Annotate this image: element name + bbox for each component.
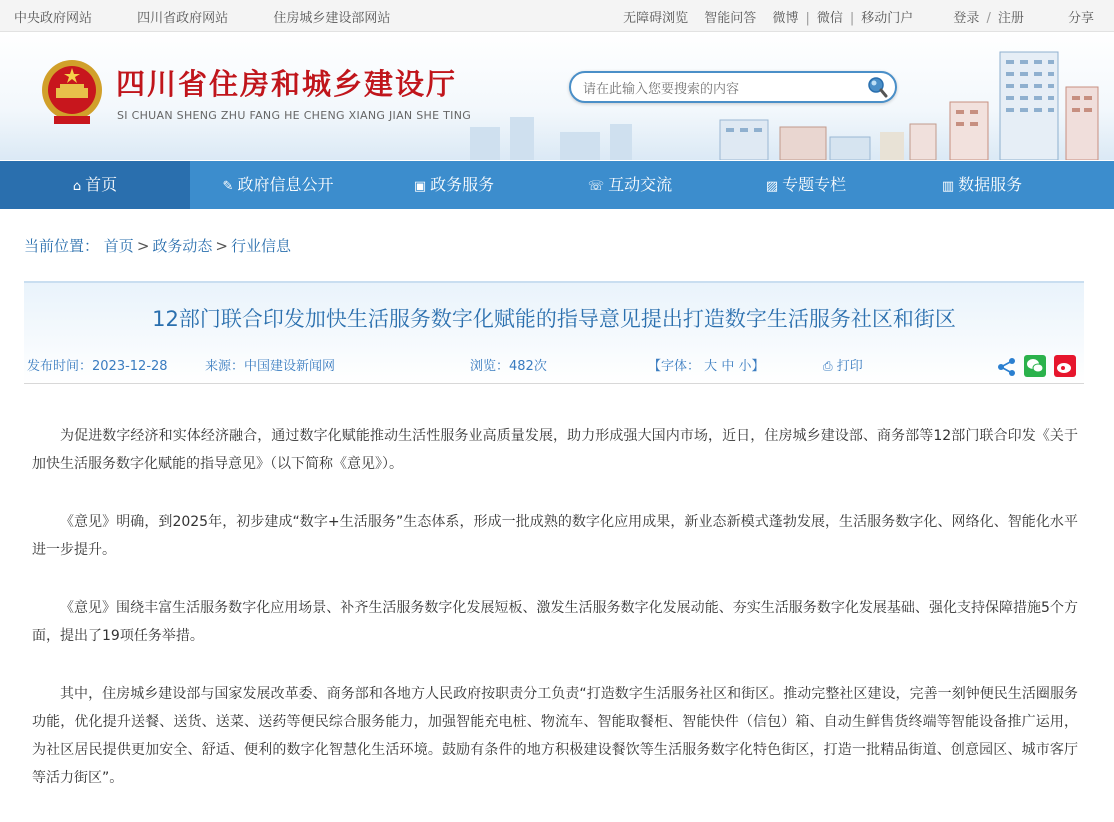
- main-nav: [0, 161, 1114, 209]
- article-paragraph: 为促进数字经济和实体经济融合，通过数字化赋能推动生活性服务业高质量发展，助力形成强大国内市场，近日，住房城乡建设部、商务部等12部门联合印发《关于加快生活服务数字化赋能的指导意见》（以下简称《意见》）。: [32, 428, 1078, 472]
- printer-icon: ⎙: [823, 359, 833, 373]
- breadcrumb-separator: >: [136, 237, 150, 255]
- article-header: [24, 281, 1084, 384]
- link-sichuan-gov[interactable]: 四川省政府网站: [137, 11, 229, 26]
- divider: |: [849, 11, 855, 26]
- print-label: 打印: [836, 359, 863, 374]
- nav-label: 专题专栏: [782, 175, 847, 194]
- font-label-end: 】: [751, 359, 765, 374]
- link-wechat[interactable]: 微信: [816, 11, 843, 26]
- link-mohurd[interactable]: 住房城乡建设部网站: [273, 11, 391, 26]
- interaction-icon: ☏: [587, 179, 605, 194]
- breadcrumb: [24, 235, 291, 256]
- link-accessibility[interactable]: 无障碍浏览: [623, 11, 689, 26]
- service-icon: ▣: [413, 179, 427, 194]
- breadcrumb-home[interactable]: 首页: [103, 237, 134, 255]
- nav-data-service[interactable]: [894, 161, 1070, 209]
- nav-home[interactable]: [0, 161, 190, 209]
- article-paragraph: 《意见》围绕丰富生活服务数字化应用场景、补齐生活服务数字化发展短板、激发生活服务数字化发展动能、夯实生活服务数字化发展基础、强化支持保障措施5个方面，提出了19项任务举措。: [32, 600, 1078, 644]
- nav-interaction[interactable]: [542, 161, 718, 209]
- view-count: [470, 355, 547, 374]
- publish-date: 2023-12-28: [92, 359, 168, 374]
- divider: /: [986, 11, 991, 26]
- article-body: [32, 422, 1078, 822]
- font-size-control: [648, 355, 765, 374]
- font-medium-button[interactable]: 中: [721, 359, 735, 374]
- link-mobile[interactable]: 移动门户: [861, 11, 914, 26]
- publish-label: 发布时间：: [27, 359, 93, 374]
- font-label: 【字体：: [648, 359, 701, 374]
- picture-icon: ▨: [765, 179, 779, 194]
- share-icon[interactable]: [997, 357, 1017, 377]
- site-subtitle: SI CHUAN SHENG ZHU FANG HE CHENG XIANG JIAN SHE TING: [117, 109, 472, 122]
- nav-gov-info[interactable]: [190, 161, 366, 209]
- article-paragraph: 《意见》明确，到2025年，初步建成“数字+生活服务”生态体系，形成一批成熟的数字化应用成果，新业态新模式蓬勃发展，生活服务数字化、网络化、智能化水平进一步提升。: [32, 514, 1078, 558]
- font-small-button[interactable]: 小: [738, 359, 752, 374]
- print-button[interactable]: [823, 355, 863, 374]
- source-value: 中国建设新闻网: [244, 359, 336, 374]
- utility-links: [623, 7, 1114, 26]
- nav-label: 首页: [85, 175, 118, 194]
- article-title: 12部门联合印发加快生活服务数字化赋能的指导意见提出打造数字生活服务社区和街区: [152, 307, 956, 331]
- search-icon[interactable]: [865, 75, 889, 99]
- national-emblem-icon: [40, 58, 104, 126]
- gov-links: [14, 7, 431, 26]
- link-share[interactable]: 分享: [1067, 11, 1094, 26]
- breadcrumb-gov-news[interactable]: 政务动态: [152, 237, 213, 255]
- breadcrumb-separator: >: [215, 237, 228, 255]
- search-box: [569, 71, 897, 103]
- article-paragraph: 其中，住房城乡建设部与国家发展改革委、商务部和各地方人民政府按职责分工负责“打造数字生活服务社区和街区。推动完整社区建设，完善一刻钟便民生活圈服务功能，优化提升送餐、送货、送菜、送药等便民综合服务能力，加强智能充电桩、物流车、智能取餐柜、智能快件（信包）箱、自动生鲜售货终端等智能设备推广运用，为社区居民提供更加安全、舒适、便利的数字化智慧化生活环境。鼓励有条件的地方积极建设餐饮等生活服务数字化特色街区，打造一批精品街道、创意园区、城市客厅等活力街区”。: [32, 686, 1078, 786]
- nav-label: 数据服务: [958, 175, 1023, 194]
- nav-label: 政府信息公开: [237, 175, 334, 194]
- article-source: [205, 355, 335, 374]
- nav-label: 政务服务: [430, 175, 495, 194]
- link-weibo[interactable]: 微博: [772, 11, 799, 26]
- link-register[interactable]: 注册: [997, 11, 1024, 26]
- nav-gov-service[interactable]: [366, 161, 542, 209]
- breadcrumb-label: 当前位置：: [24, 237, 100, 255]
- home-icon: ⌂: [72, 179, 82, 194]
- link-ai-qa[interactable]: 智能问答: [704, 11, 757, 26]
- search-input[interactable]: [581, 78, 855, 100]
- source-label: 来源：: [205, 359, 245, 374]
- weibo-share-icon[interactable]: [1054, 355, 1076, 377]
- views-label: 浏览：: [470, 359, 510, 374]
- nav-label: 互动交流: [608, 175, 673, 194]
- breadcrumb-industry-info[interactable]: 行业信息: [230, 237, 291, 255]
- link-central-gov[interactable]: 中央政府网站: [14, 11, 93, 26]
- link-login[interactable]: 登录: [953, 11, 980, 26]
- site-header: [0, 32, 1114, 160]
- site-title[interactable]: 四川省住房和城乡建设厅: [116, 67, 458, 101]
- divider: |: [805, 11, 810, 26]
- font-large-button[interactable]: 大: [704, 359, 718, 374]
- publish-time: [27, 355, 168, 374]
- views-value: 482次: [509, 359, 547, 374]
- chart-icon: ▥: [941, 179, 955, 194]
- nav-special-topics[interactable]: [718, 161, 894, 209]
- edit-icon: ✎: [222, 179, 234, 194]
- wechat-share-icon[interactable]: [1024, 355, 1046, 377]
- top-utility-bar: [0, 0, 1114, 32]
